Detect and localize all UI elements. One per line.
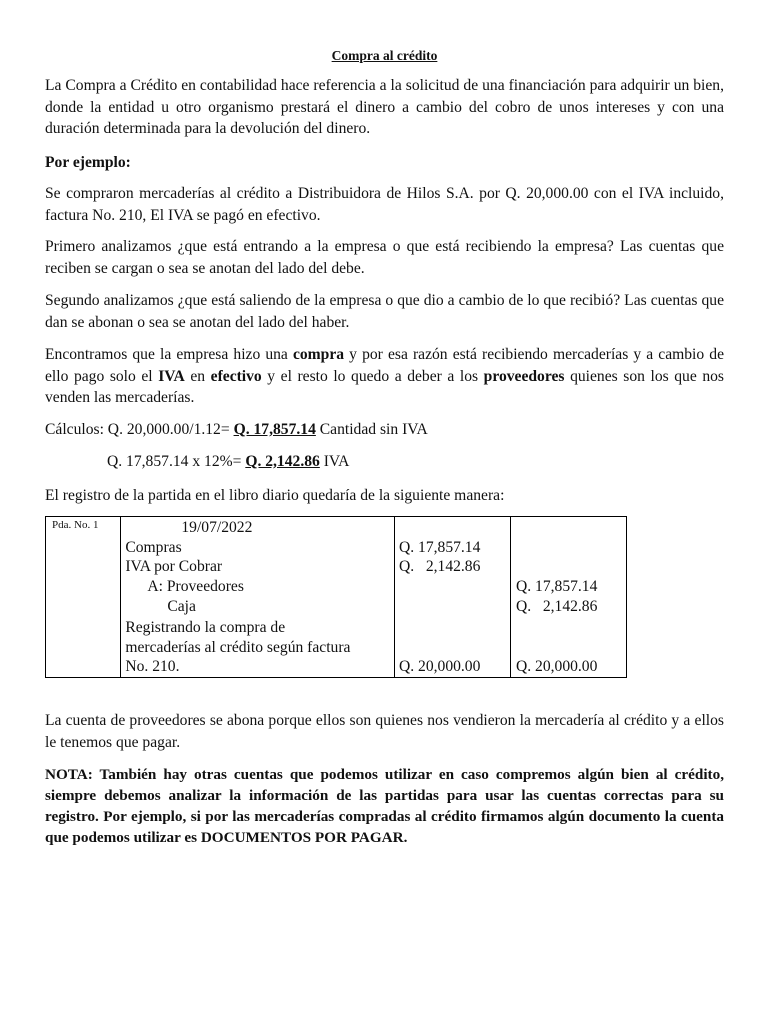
example-paragraph: Se compraron mercaderías al crédito a Distribuidora de Hilos S.A. por Q. 20,000.00 con el IVA incluido, factura No. 210, El IVA se pagó en efectivo. [45,185,724,224]
credit-amount-1: Q. 17,857.14 [515,578,598,595]
example-heading: Por ejemplo: [45,154,131,171]
description-line-1: Registrando la compra de [125,619,286,636]
finding-text-2: y por esa razón está recibiendo mercaderías y a cambio de ello pago solo el [45,346,724,385]
finding-bold-compra: compra [292,346,345,363]
debit-total: Q. 20,000.00 [398,658,481,675]
journal-entry-table [45,516,627,678]
document-title: Compra al crédito [331,48,438,63]
calc1-suffix: Cantidad sin IVA [315,421,428,438]
step1-paragraph: Primero analizamos ¿que está entrando a la empresa o que está recibiendo la empresa? Las cuentas que reciben se cargan o sea se anotan del lado del debe. [45,238,724,277]
calc2-suffix: IVA [319,453,350,470]
debit-account-compras: Compras [125,539,182,556]
finding-text-4: y el resto lo quedo a deber a los [261,367,484,385]
finding-text-3: en [184,367,211,385]
calc1-result: Q. 17,857.14 [233,421,316,438]
credit-amount-2: Q. 2,142.86 [515,598,598,615]
calc2-prefix: Q. 17,857.14 x 12%= [107,453,246,470]
debit-amount-1: Q. 17,857.14 [398,539,481,556]
credit-account-caja: Caja [167,598,196,615]
calc2-result: Q. 2,142.86 [245,453,320,470]
finding-bold-efectivo: efectivo [210,367,262,385]
credit-account-proveedores: A: Proveedores [147,578,244,595]
credit-total: Q. 20,000.00 [515,658,598,675]
accounts-cell [121,517,395,678]
calc-line-2 [107,451,349,473]
finding-text-5: quienes son los que nos venden las mercaderías. [45,367,724,406]
step2-paragraph: Segundo analizamos ¿que está saliendo de la empresa o que dio a cambio de lo que recibió? Las cuentas que dan se abonan o sea se anotan del lado del haber. [45,292,724,331]
finding-bold-proveedores: proveedores [483,367,565,385]
entry-date: 19/07/2022 [181,519,253,536]
debit-amount-2: Q. 2,142.86 [398,558,481,575]
intro-paragraph: La Compra a Crédito en contabilidad hace referencia a la solicitud de una financiación para adquirir un bien, donde la entidad u otro organismo prestará el dinero a cambio del cobro de unos intereses y con una duración determinada para la devolución del dinero. [45,77,724,137]
nota-paragraph: NOTA: También hay otras cuentas que podemos utilizar en caso compremos algún bien al crédito, siempre debemos analizar la información de las partidas para usar las cuentas correctas para su registro. Por ejemplo, si por las mercaderías compradas al crédito firmamos algún documento la cuenta que podemos utilizar es DOCUMENTOS POR PAGAR. [45,766,724,846]
finding-paragraph [45,344,724,409]
description-line-2: mercaderías al crédito según factura [125,639,351,656]
entry-number-cell [46,517,121,678]
debit-column [394,517,510,678]
finding-text-1: Encontramos que la empresa hizo una [45,346,293,363]
closing-paragraph: La cuenta de proveedores se abona porque ellos son quienes nos vendieron la mercadería al crédito y a ellos le tenemos que pagar. [45,712,724,751]
ledger-intro: El registro de la partida en el libro diario quedaría de la siguiente manera: [45,487,505,504]
finding-bold-iva: IVA [158,367,185,385]
description-line-3: No. 210. [125,658,180,675]
table-row [46,517,627,678]
calc1-prefix: Cálculos: Q. 20,000.00/1.12= [45,421,234,438]
credit-column [510,517,626,678]
calc-line-1 [45,419,428,441]
debit-account-iva: IVA por Cobrar [125,558,223,575]
entry-number: Pda. No. 1 [52,519,99,531]
